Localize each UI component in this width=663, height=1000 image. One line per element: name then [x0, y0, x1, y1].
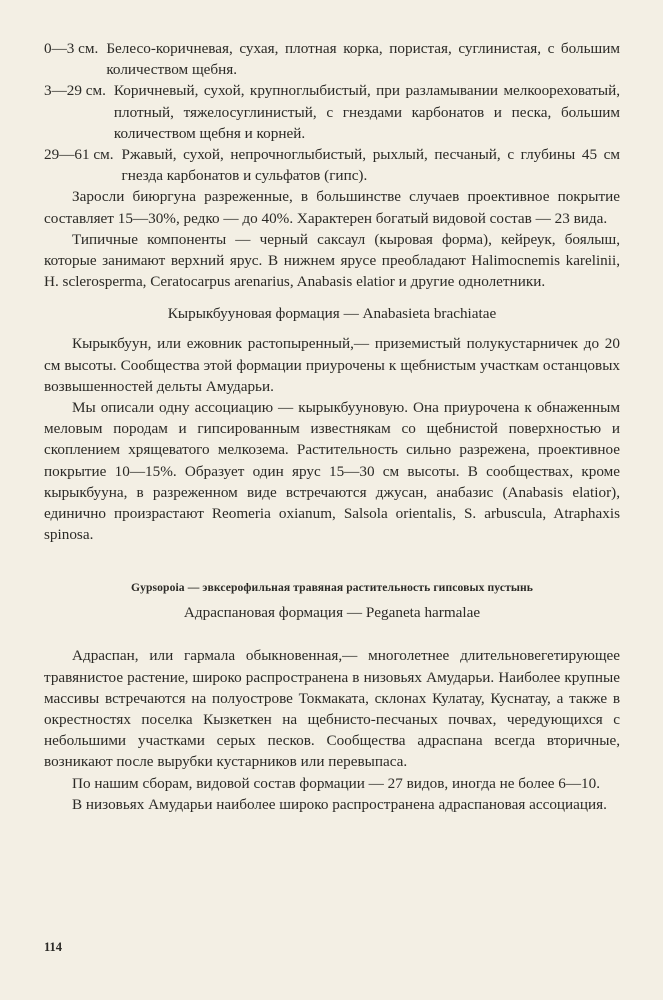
soil-depth: 29—61 см. [44, 146, 114, 164]
soil-horizon [44, 80, 620, 144]
soil-description: Ржавый, сухой, непрочноглыбистый, рыхлый, песчаный, с глубины 45 см гнезда карбонатов и сульфатов (гипс). [121, 146, 620, 185]
soil-horizon [44, 144, 620, 186]
soil-depth: 3—29 см. [44, 82, 106, 100]
soil-description: Белесо-коричневая, сухая, плотная корка, пористая, суглинистая, с большим количеством щебня. [106, 40, 620, 79]
paragraph: По нашим сборам, видовой состав формации — 27 видов, иногда не более 6—10. [72, 774, 601, 792]
page-number: 114 [44, 940, 63, 954]
soil-depth: 0—3 см. [44, 40, 99, 57]
page-content [44, 38, 620, 815]
paragraph: Адраспан, или гармала обыкновенная,— многолетнее длительновегетирующее травянистое растение, широко распространена в низовьях Амударьи. Наиболее крупные массивы встречаются на полуострове Токмаката, склонах Кулатау, Куснатау, а также в окрестностях поселка Кызкеткен на щебнисто-песчаных почвах, чередующихся с небольшими участками серых песков. Сообщества адраспана всегда вторичные, возникают после вырубки кустарников или перевыпаса. [44, 647, 620, 771]
formation-heading: Кырыкбууновая формация — Anabasieta brachiatae [167, 305, 497, 323]
soil-horizon [44, 38, 620, 80]
soil-profile [44, 38, 620, 186]
section-title: Gypsopoia — эвксерофильная травяная растительность гипсовых пустынь [130, 581, 534, 595]
soil-description: Коричневый, сухой, крупноглыбистый, при разламывании мелкоореховатый, плотный, тяжелосуглинистый, с гнездами карбонатов и песка, большим количеством щебня и корней. [113, 82, 620, 142]
paragraph: Кырыкбуун, или ежовник растопыренный,— приземистый полукустарничек до 20 см высоты. Сообщества этой формации приурочены к щебнистым участкам останцовых возвышенностей дельты Амударьи. [44, 335, 620, 395]
paragraph: Мы описали одну ассоциацию — кырыкбууновую. Она приурочена к обнаженным меловым породам и гипсированным известнякам со щебнистой поверхностью и скоплением хрящеватого мелкозема. Растительность сильно разрежена, проективное покрытие 10—15%. Образует один ярус 15—30 см высоты. В сообществах, кроме кырыкбууна, в разреженном виде встречаются джусан, анабазис (Anabasis elatior), единично произрастают Reomeria oxianum, Salsola orientalis, S. arbuscula, Atraphaxis spinosa. [44, 399, 620, 544]
paragraph: Типичные компоненты — черный саксаул (кыровая форма), кейреук, боялыш, которые занимают верхний ярус. В нижнем ярусе преобладают Halimocnemis karelinii, H. sclerosperma, Ceratocarpus arenarius, Anabasis elatior и другие однолетники. [44, 230, 620, 291]
paragraph: Заросли биюргуна разреженные, в большинстве случаев проективное покрытие составляет 15—30%, редко — до 40%. Характерен богатый видовой состав — 23 вида. [44, 188, 620, 227]
paragraph: В низовьях Амударьи наиболее широко распространена адраспановая ассоциация. [72, 795, 607, 813]
formation-heading: Адраспановая формация — Peganeta harmalae [183, 604, 481, 622]
